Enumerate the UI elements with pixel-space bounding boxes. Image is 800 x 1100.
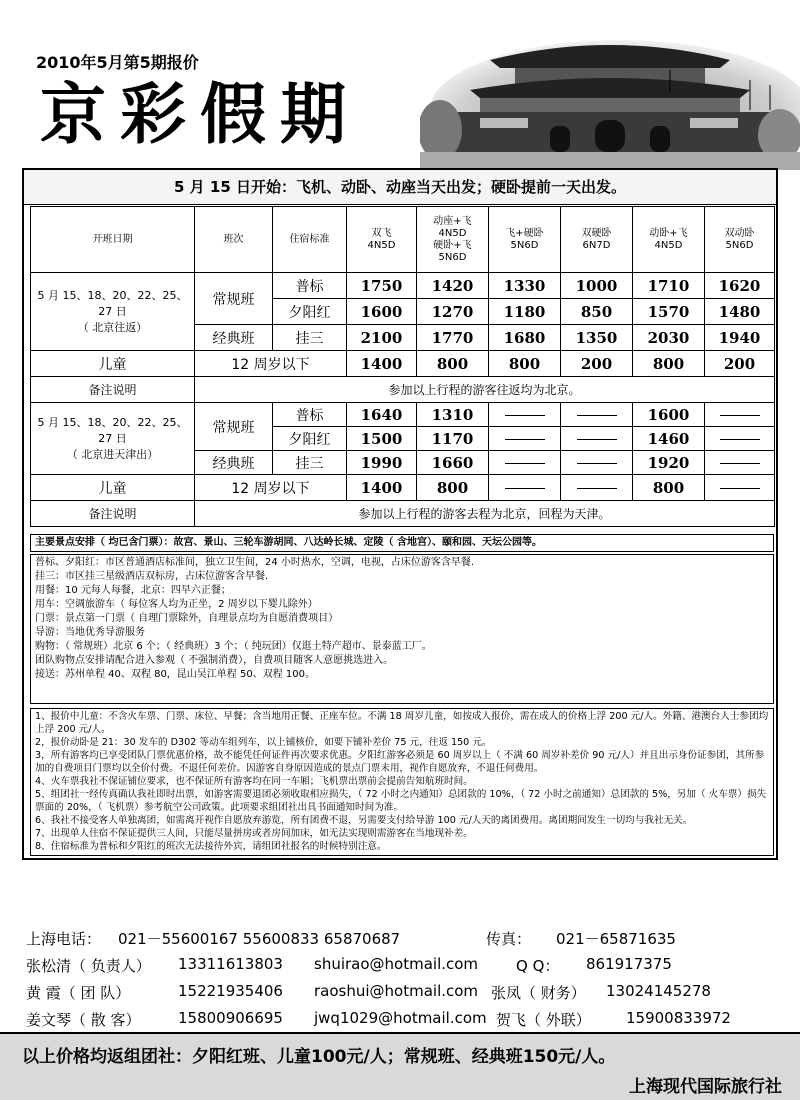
price-cell: 1170 bbox=[417, 427, 489, 451]
note-row bbox=[31, 377, 775, 403]
service-line: 购物：（ 常规班）北京 6 个；（ 经典班）3 个；（ 纯玩团）仅逛土特产超市、景泰蓝工厂。 bbox=[35, 641, 432, 652]
price-cell: 1990 bbox=[347, 451, 417, 475]
price-cell: 1640 bbox=[347, 403, 417, 427]
contact-email: shuirao@hotmail.com bbox=[314, 955, 479, 973]
empty-cell bbox=[705, 403, 775, 427]
footer-band bbox=[0, 1032, 800, 1100]
standard-cell: 夕阳红 bbox=[273, 299, 347, 325]
table-row bbox=[31, 273, 775, 299]
service-line: 用车：空调旅游车（ 每位客人均为正坐，2 周岁以下婴儿除外） bbox=[35, 599, 318, 610]
header-cell: 班次 bbox=[195, 207, 273, 273]
empty-cell bbox=[705, 451, 775, 475]
attractions-text: 主要景点安排（ 均已含门票）：故宫、景山、三轮车游胡同、八达岭长城、定陵（ 含地宫）、颐和园、天坛公园等。 bbox=[35, 537, 542, 548]
empty-cell bbox=[705, 475, 775, 501]
empty-cell bbox=[561, 427, 633, 451]
table-header-row bbox=[31, 207, 775, 273]
price-table bbox=[30, 206, 775, 527]
header-cell: 动座+飞 4N5D 硬卧+飞 5N6D bbox=[417, 207, 489, 273]
date-cell: 5 月 15、18、20、22、25、27 日 （ 北京往返） bbox=[31, 273, 195, 351]
date-cell: 5 月 15、18、20、22、25、27 日 （ 北京进天津出） bbox=[31, 403, 195, 475]
fax-label: 传真： bbox=[486, 930, 532, 948]
standard-cell: 挂三 bbox=[273, 451, 347, 475]
standard-cell: 普标 bbox=[273, 273, 347, 299]
price-box bbox=[22, 168, 778, 860]
header-cell: 动卧+飞 4N5D bbox=[633, 207, 705, 273]
price-cell: 1940 bbox=[705, 325, 775, 351]
service-line: 团队购物点安排请配合进入参观（ 不强制消费），自费项目随客人意愿挑选进入。 bbox=[35, 655, 394, 666]
service-line: 挂三：市区挂三星级酒店双标房，占床位游客含早餐. bbox=[35, 571, 269, 582]
contact-phone: 13311613803 bbox=[178, 955, 283, 973]
service-line: 普标、夕阳红：市区普通酒店标准间，独立卫生间，24 小时热水，空调，电视，占床位游客含早餐. bbox=[35, 557, 475, 568]
term-item: 2，报价动卧是 21：30 发车的 D302 等动车组列车，以上铺核价，如要下铺补差价 75 元，往返 150 元。 bbox=[35, 737, 492, 748]
fax-number: 021－65871635 bbox=[556, 930, 676, 948]
service-line: 门票：景点第一门票（ 自理门票除外，自理景点均为自愿消费项目） bbox=[35, 613, 339, 624]
attractions-line bbox=[30, 534, 774, 552]
note-label: 备注说明 bbox=[31, 377, 195, 403]
contact-person: 张凤（ 财务） bbox=[491, 984, 586, 1002]
price-cell: 1350 bbox=[561, 325, 633, 351]
issue-label: 2010年5月第5期报价 bbox=[36, 53, 199, 72]
term-item: 5、组团社一经传真确认我社即时出票，如游客需要退团必须收取相应损失，（ 72 小时之内通知）总团款的 10%，（ 72 小时之前通知）总团款的 5%，另加（ 火车票）损失票面的 20%，（ 飞机票）参考航空公司政策。此项要求组团社出具书面通知时间为准。 bbox=[35, 789, 767, 813]
price-cell: 1500 bbox=[347, 427, 417, 451]
header-cell: 双硬卧 6N7D bbox=[561, 207, 633, 273]
price-cell: 1680 bbox=[489, 325, 561, 351]
price-cell: 800 bbox=[489, 351, 561, 377]
header-cell: 双飞 4N5D bbox=[347, 207, 417, 273]
contact-person: 姜文琴（ 散 客） bbox=[26, 1011, 141, 1029]
note-label: 备注说明 bbox=[31, 501, 195, 527]
price-cell: 1770 bbox=[417, 325, 489, 351]
agency-name: 上海现代国际旅行社 bbox=[629, 1077, 782, 1097]
child-label: 儿童 bbox=[31, 475, 195, 501]
contact-phone: 15900833972 bbox=[626, 1009, 731, 1027]
note-text: 参加以上行程的游客去程为北京，回程为天津。 bbox=[195, 501, 775, 527]
contact-person: 黄 霞（ 团 队） bbox=[26, 984, 131, 1002]
term-item: 3，所有游客均已享受团队门票优惠价格，故不能凭任何证件再次要求优惠。夕阳红游客必须是 60 周岁以上（ 不满 60 周岁补差价 90 元/人）并且出示身份证参团，其所参加的自费项目门票均以全价付费。不退任何差价。因游客自身原因造成的景点门票未用，视作自愿放弃，不退任何费用。 bbox=[35, 750, 765, 774]
standard-cell: 挂三 bbox=[273, 325, 347, 351]
contact-person: 贺飞（ 外联） bbox=[496, 1011, 591, 1029]
terms-block bbox=[30, 708, 774, 856]
price-cell: 800 bbox=[633, 351, 705, 377]
term-item: 6、我社不接受客人单独离团，如需离开视作自愿放弃游览，所有团费不退，另需要支付给导游 100 元/人天的离团费用。离团期间发生一切均与我社无关。 bbox=[35, 815, 693, 826]
price-cell: 1460 bbox=[633, 427, 705, 451]
service-line: 用餐：10 元每人每餐，北京：四早六正餐； bbox=[35, 585, 231, 596]
empty-cell bbox=[561, 403, 633, 427]
phone-label: 上海电话： bbox=[26, 930, 102, 948]
services-block bbox=[30, 554, 774, 704]
child-row bbox=[31, 351, 775, 377]
class-cell: 经典班 bbox=[195, 325, 273, 351]
child-age: 12 周岁以下 bbox=[195, 351, 347, 377]
price-cell: 1600 bbox=[633, 403, 705, 427]
empty-cell bbox=[489, 475, 561, 501]
departure-headline: 5 月 15 日开始：飞机、动卧、动座当天出发；硬卧提前一天出发。 bbox=[24, 170, 776, 205]
service-line: 导游：当地优秀导游服务 bbox=[35, 627, 145, 638]
standard-cell: 普标 bbox=[273, 403, 347, 427]
price-cell: 1310 bbox=[417, 403, 489, 427]
price-cell: 1920 bbox=[633, 451, 705, 475]
price-cell: 1570 bbox=[633, 299, 705, 325]
contact-phone: 15221935406 bbox=[178, 982, 283, 1000]
price-cell: 1480 bbox=[705, 299, 775, 325]
price-cell: 800 bbox=[417, 351, 489, 377]
contact-email: jwq1029@hotmail.com bbox=[314, 1009, 487, 1027]
term-item: 8、住宿标准为普标和夕阳红的班次无法接待外宾，请组团社报名的时候特别注意。 bbox=[35, 841, 387, 852]
header-cell: 双动卧 5N6D bbox=[705, 207, 775, 273]
price-cell: 1600 bbox=[347, 299, 417, 325]
price-cell: 800 bbox=[417, 475, 489, 501]
standard-cell: 夕阳红 bbox=[273, 427, 347, 451]
child-label: 儿童 bbox=[31, 351, 195, 377]
price-cell: 1400 bbox=[347, 475, 417, 501]
price-cell: 2030 bbox=[633, 325, 705, 351]
tiananmen-gate-illustration bbox=[420, 10, 800, 170]
phone-numbers: 021－55600167 55600833 65870687 bbox=[118, 930, 401, 948]
price-cell: 1660 bbox=[417, 451, 489, 475]
header-cell: 飞+硬卧 5N6D bbox=[489, 207, 561, 273]
class-cell: 经典班 bbox=[195, 451, 273, 475]
price-cell: 1400 bbox=[347, 351, 417, 377]
price-cell: 200 bbox=[705, 351, 775, 377]
term-item: 1、报价中儿童：不含火车票、门票、床位、早餐；含当地用正餐、正座车位。不满 18 周岁儿童，如按成人报价，需在成人的价格上浮 200 元/人。外籍、港澳台人士参团均上浮 200 元/人。 bbox=[35, 711, 769, 735]
empty-cell bbox=[561, 475, 633, 501]
price-cell: 1750 bbox=[347, 273, 417, 299]
contact-phone: 15800906695 bbox=[178, 1009, 283, 1027]
qq-number: 861917375 bbox=[586, 955, 672, 973]
empty-cell bbox=[489, 403, 561, 427]
price-cell: 1000 bbox=[561, 273, 633, 299]
term-item: 4、火车票我社不保证铺位要求，也不保证所有游客均在同一车厢；飞机票出票前会提前告知航班时间。 bbox=[35, 776, 473, 787]
child-age: 12 周岁以下 bbox=[195, 475, 347, 501]
note-row bbox=[31, 501, 775, 527]
contact-phone: 13024145278 bbox=[606, 982, 711, 1000]
service-line: 接送：苏州单程 40、双程 80，昆山吴江单程 50、双程 100。 bbox=[35, 669, 315, 680]
brand-title: 京彩假期 bbox=[40, 75, 360, 153]
price-cell: 2100 bbox=[347, 325, 417, 351]
price-cell: 1420 bbox=[417, 273, 489, 299]
price-cell: 1710 bbox=[633, 273, 705, 299]
empty-cell bbox=[705, 427, 775, 451]
price-cell: 850 bbox=[561, 299, 633, 325]
price-cell: 1620 bbox=[705, 273, 775, 299]
child-row bbox=[31, 475, 775, 501]
contact-email: raoshui@hotmail.com bbox=[314, 982, 479, 1000]
note-text: 参加以上行程的游客往返均为北京。 bbox=[195, 377, 775, 403]
price-cell: 200 bbox=[561, 351, 633, 377]
empty-cell bbox=[561, 451, 633, 475]
qq-label: Q Q： bbox=[516, 957, 560, 975]
class-cell: 常规班 bbox=[195, 403, 273, 451]
price-cell: 1330 bbox=[489, 273, 561, 299]
empty-cell bbox=[489, 451, 561, 475]
header-cell: 住宿标准 bbox=[273, 207, 347, 273]
header-cell: 开班日期 bbox=[31, 207, 195, 273]
footer-slogan: 以上价格均返组团社：夕阳红班、儿童100元/人；常规班、经典班150元/人。 bbox=[22, 1047, 616, 1067]
class-cell: 常规班 bbox=[195, 273, 273, 325]
price-cell: 1180 bbox=[489, 299, 561, 325]
price-cell: 1270 bbox=[417, 299, 489, 325]
table-row bbox=[31, 403, 775, 427]
empty-cell bbox=[489, 427, 561, 451]
price-cell: 800 bbox=[633, 475, 705, 501]
contact-person: 张松清（ 负责人） bbox=[26, 957, 151, 975]
term-item: 7、出现单人住宿不保证提供三人间，只能尽量拼房或者房间加床，如无法实现则需游客在当地现补差。 bbox=[35, 828, 473, 839]
